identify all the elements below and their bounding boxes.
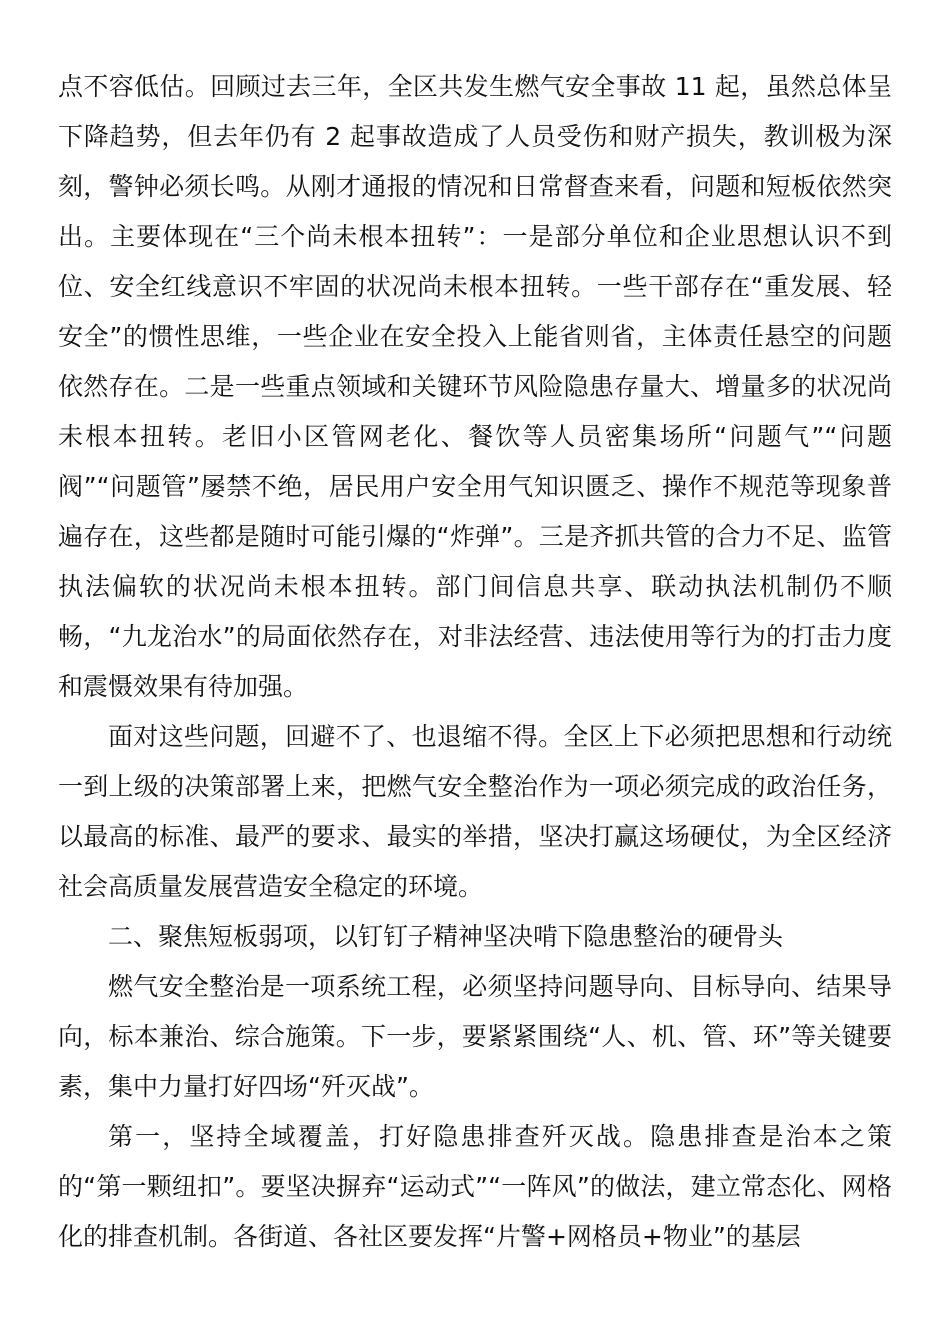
document-page	[58, 62, 892, 1262]
paragraph-problems: 点不容低估。回顾过去三年，全区共发生燃气安全事故 11 起，虽然总体呈下降趋势，但去年仍有 2 起事故造成了人员受伤和财产损失，教训极为深刻，警钟必须长鸣。从刚才通报的情况和日常督查来看，问题和短板依然突出。主要体现在“三个尚未根本扭转”：一是部分单位和企业思想认识不到位、安全红线意识不牢固的状况尚未根本扭转。一些干部存在“重发展、轻安全”的惯性思维，一些企业在安全投入上能省则省，主体责任悬空的问题依然存在。二是一些重点领域和关键环节风险隐患存量大、增量多的状况尚未根本扭转。老旧小区管网老化、餐饮等人员密集场所“问题气”“问题阀”“问题管”屡禁不绝，居民用户安全用气知识匮乏、操作不规范等现象普遍存在，这些都是随时可能引爆的“炸弹”。三是齐抓共管的合力不足、监管执法偏软的状况尚未根本扭转。部门间信息共享、联动执法机制仍不顺畅，“九龙治水”的局面依然存在，对非法经营、违法使用等行为的打击力度和震慑效果有待加强。	[58, 72, 892, 701]
paragraph-resolve: 面对这些问题，回避不了、也退缩不得。全区上下必须把思想和行动统一到上级的决策部署上来，把燃气安全整治作为一项必须完成的政治任务，以最高的标准、最严的要求、最实的举措，坚决打赢这场硬仗，为全区经济社会高质量发展营造安全稳定的环境。	[58, 722, 892, 901]
section-heading-two: 二、聚焦短板弱项，以钉钉子精神坚决啃下隐患整治的硬骨头	[108, 922, 784, 951]
paragraph-first-measure: 第一，坚持全域覆盖，打好隐患排查歼灭战。隐患排查是治本之策的“第一颗纽扣”。要坚决摒弃“运动式”“一阵风”的做法，建立常态化、网格化的排查机制。各街道、各社区要发挥“片警+网格员+物业”的基层	[58, 1122, 892, 1251]
paragraph-systematic: 燃气安全整治是一项系统工程，必须坚持问题导向、目标导向、结果导向，标本兼治、综合施策。下一步，要紧紧围绕“人、机、管、环”等关键要素，集中力量打好四场“歼灭战”。	[58, 972, 893, 1101]
